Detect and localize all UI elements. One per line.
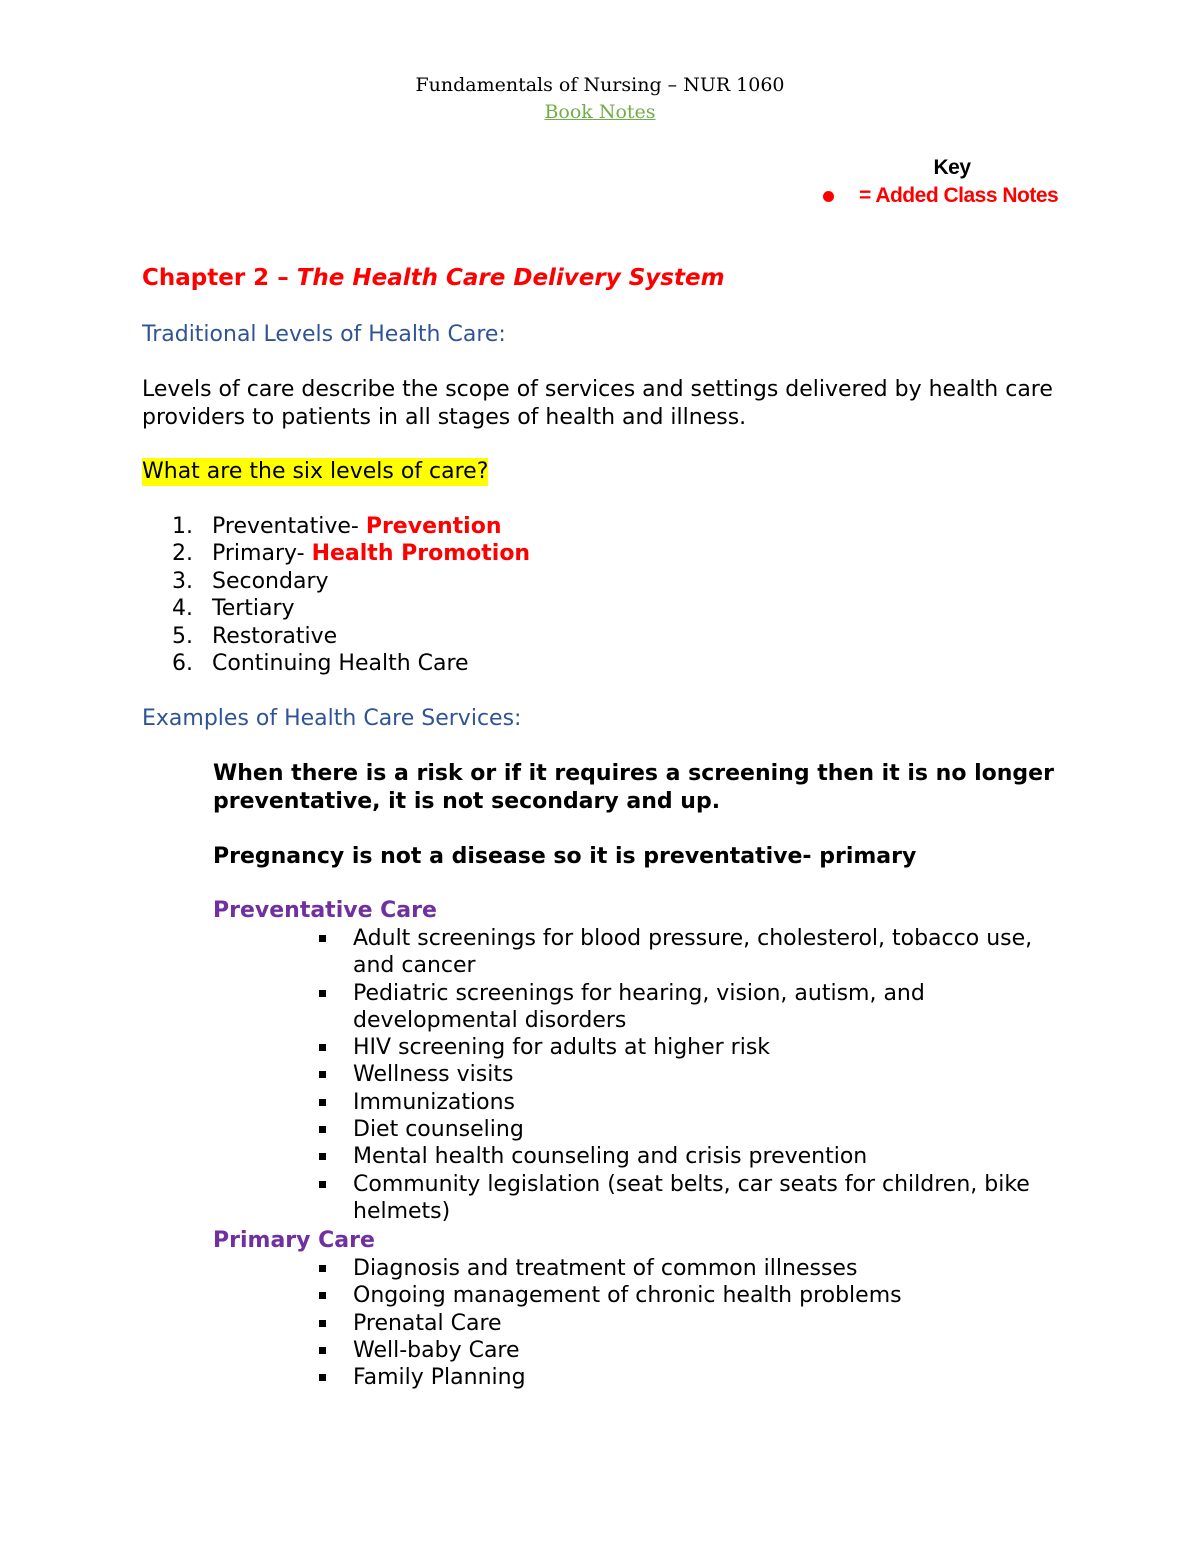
chapter-heading bbox=[142, 263, 725, 293]
list-item: Diagnosis and treatment of common illnesses bbox=[312, 1255, 1052, 1282]
list-item: 4. Tertiary bbox=[172, 596, 295, 622]
class-note-screening: When there is a risk or if it requires a screening then it is no longer preventative, it is not secondary and up. bbox=[213, 761, 1054, 814]
red-bullet-icon bbox=[823, 191, 834, 202]
levels-list bbox=[172, 513, 530, 677]
list-item: Mental health counseling and crisis prevention bbox=[312, 1143, 1052, 1170]
key-title: Key bbox=[933, 156, 971, 179]
list-item: Community legislation (seat belts, car seats for children, bike helmets) bbox=[312, 1171, 1052, 1226]
chapter-title: The Health Care Delivery System bbox=[296, 265, 725, 291]
square-bullet-icon bbox=[319, 990, 326, 997]
list-item: 1. Preventative- Prevention bbox=[172, 514, 502, 539]
square-bullet-icon bbox=[319, 935, 326, 942]
square-bullet-icon bbox=[319, 1099, 326, 1106]
levels-description: Levels of care describe the scope of services and settings delivered by health care providers to patients in all stages of health and illness. bbox=[142, 377, 1053, 430]
key-legend bbox=[823, 182, 1058, 210]
class-note: Health Promotion bbox=[311, 541, 531, 567]
class-note: Prevention bbox=[365, 514, 502, 539]
list-item: Pediatric screenings for hearing, vision, autism, and developmental disorders bbox=[312, 980, 1052, 1035]
list-item: 6. Continuing Health Care bbox=[172, 651, 469, 677]
square-bullet-icon bbox=[319, 1347, 326, 1354]
list-item: Prenatal Care bbox=[312, 1310, 1052, 1337]
square-bullet-icon bbox=[319, 1126, 326, 1133]
document-title: Fundamentals of Nursing – NUR 1060 bbox=[415, 74, 785, 96]
list-item: Wellness visits bbox=[312, 1061, 1052, 1088]
square-bullet-icon bbox=[319, 1181, 326, 1188]
key-legend-text: = Added Class Notes bbox=[859, 184, 1059, 207]
list-item: HIV screening for adults at higher risk bbox=[312, 1034, 1052, 1061]
square-bullet-icon bbox=[319, 1265, 326, 1272]
list-item: Family Planning bbox=[312, 1364, 1052, 1391]
chapter-prefix: Chapter 2 – bbox=[142, 265, 297, 291]
square-bullet-icon bbox=[319, 1320, 326, 1327]
primary-care-heading: Primary Care bbox=[213, 1228, 375, 1253]
list-item: Immunizations bbox=[312, 1089, 1052, 1116]
list-item: Well-baby Care bbox=[312, 1337, 1052, 1364]
preventative-care-list bbox=[312, 925, 1052, 1225]
list-item: Ongoing management of chronic health problems bbox=[312, 1282, 1052, 1309]
document-subtitle: Book Notes bbox=[544, 101, 656, 123]
list-item: Adult screenings for blood pressure, cholesterol, tobacco use, and cancer bbox=[312, 925, 1052, 980]
list-item: Diet counseling bbox=[312, 1116, 1052, 1143]
list-item: 2. Primary- Health Promotion bbox=[172, 541, 531, 567]
highlighted-question: What are the six levels of care? bbox=[142, 459, 489, 484]
primary-care-list bbox=[312, 1255, 1052, 1391]
square-bullet-icon bbox=[319, 1153, 326, 1160]
examples-heading: Examples of Health Care Services: bbox=[142, 706, 522, 731]
square-bullet-icon bbox=[319, 1071, 326, 1078]
preventative-care-heading: Preventative Care bbox=[213, 898, 437, 923]
square-bullet-icon bbox=[319, 1044, 326, 1051]
list-item: 3. Secondary bbox=[172, 568, 329, 594]
list-item: 5. Restorative bbox=[172, 623, 338, 649]
square-bullet-icon bbox=[319, 1374, 326, 1381]
class-note-pregnancy: Pregnancy is not a disease so it is preventative- primary bbox=[213, 844, 917, 869]
traditional-levels-heading: Traditional Levels of Health Care: bbox=[142, 322, 506, 347]
square-bullet-icon bbox=[319, 1292, 326, 1299]
